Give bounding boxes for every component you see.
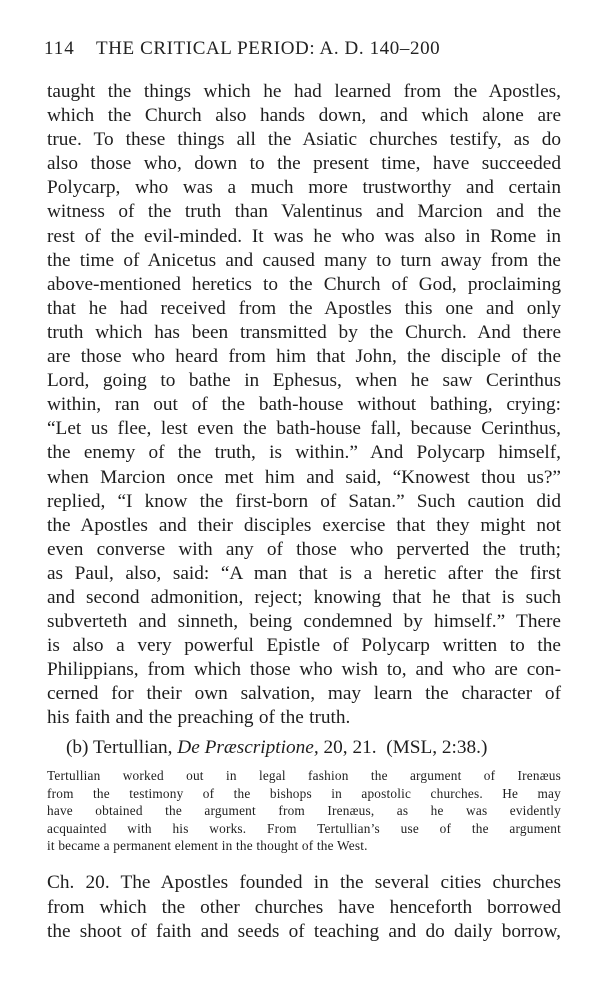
text-line: replied, “I know the first-born of Satan.” Such caution did <box>47 490 561 512</box>
source-work-title: De Præscriptione, <box>177 737 319 758</box>
text-line: within, ran out of the bath-house without bathing, crying: <box>47 394 561 416</box>
running-head <box>44 38 564 64</box>
text-line: cerned for their own salvation, may learn the character of <box>47 683 561 705</box>
source-chapters: 20, 21. <box>323 737 377 758</box>
source-reference: (MSL, 2:38.) <box>386 737 488 758</box>
text-line: are those who heard from him that John, the disciple of the <box>47 346 561 368</box>
text-line: is also a very powerful Epistle of Polycarp written to the <box>47 635 561 657</box>
text-line: true. To these things all the Asiatic churches testify, as do <box>47 129 561 151</box>
text-line: the Apostles and their disciples exercise that they might not <box>47 514 561 536</box>
note-line: have obtained the argument from Irenæus, as he was evidently <box>47 803 561 819</box>
note-line: from the testimony of the bishops in apostolic churches. He may <box>47 785 561 801</box>
source-citation <box>66 735 566 761</box>
text-line: above-mentioned heretics to the Church of God, proclaiming <box>47 273 561 295</box>
source-label: (b) <box>66 737 89 758</box>
chapter-line: Ch. 20. The Apostles founded in the several cities churches <box>47 872 561 893</box>
chapter-line: the shoot of faith and seeds of teaching and do daily borrow, <box>47 921 561 942</box>
text-line: taught the things which he had learned from the Apostles, <box>47 81 561 102</box>
text-line: Polycarp, who was a much more trustworthy and certain <box>47 177 561 199</box>
text-line: when Marcion once met him and said, “Knowest thou us?” <box>47 466 561 488</box>
text-line: subverteth and sinneth, being condemned by himself.” There <box>47 611 561 633</box>
text-line: and second admonition, reject; knowing that he that is such <box>47 586 561 608</box>
running-title: THE CRITICAL PERIOD: A. D. 140–200 <box>96 38 441 59</box>
text-line: witness of the truth than Valentinus and Marcion and the <box>47 201 561 223</box>
note-line: Tertullian worked out in legal fashion the argument of Irenæus <box>47 768 561 783</box>
text-line: rest of the evil-minded. It was he who was also in Rome in <box>47 225 561 247</box>
page-number: 114 <box>44 38 75 59</box>
text-line: the enemy of the truth, is within.” And Polycarp himself, <box>47 442 561 464</box>
text-line: Lord, going to bathe in Ephesus, when he saw Cerinthus <box>47 370 561 392</box>
text-line: as Paul, also, said: “A man that is a heretic after the first <box>47 562 561 584</box>
main-text <box>47 80 561 731</box>
note-line: it became a permanent element in the thought of the West. <box>47 838 368 854</box>
text-line: the time of Anicetus and caused many to turn away from the <box>47 249 561 271</box>
note-line: acquainted with his works. From Tertullian’s use of the argument <box>47 820 561 836</box>
text-line: truth which has been transmitted by the Church. And there <box>47 321 561 343</box>
text-line: even converse with any of those who perverted the truth; <box>47 538 561 560</box>
editorial-note <box>47 767 561 855</box>
source-author: Tertullian, <box>92 737 173 758</box>
chapter-line: from which the other churches have henceforth borrowed <box>47 896 561 918</box>
text-line: that he had received from the Apostles this one and only <box>47 297 561 319</box>
text-line: Philippians, from which those who wish to, and who are con- <box>47 659 561 681</box>
chapter-text <box>47 871 561 945</box>
text-line: also those who, down to the present time, have succeeded <box>47 153 561 175</box>
text-line: his faith and the preaching of the truth. <box>47 707 351 729</box>
text-line: “Let us flee, lest even the bath-house fall, because Cerinthus, <box>47 418 561 440</box>
text-line: which the Church also hands down, and which alone are <box>47 105 561 127</box>
